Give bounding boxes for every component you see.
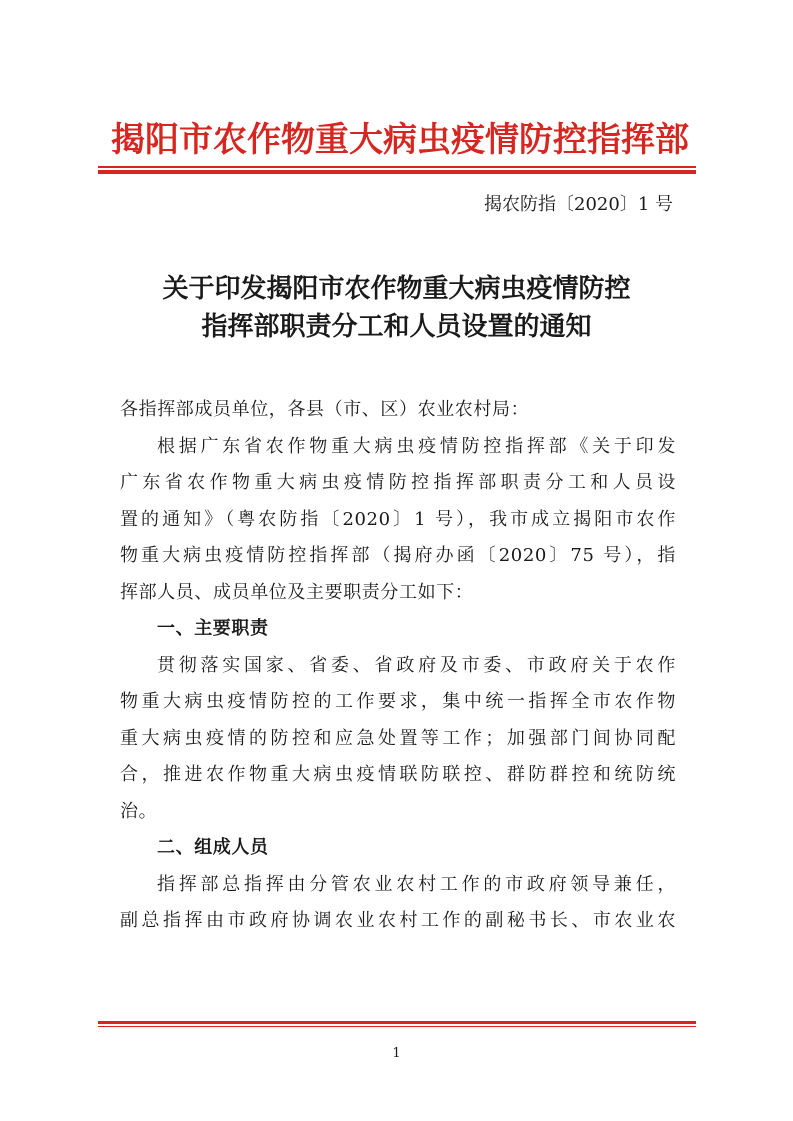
section-heading-main-duties: 一、主要职责 bbox=[157, 618, 269, 639]
para2-line: 物重大病虫疫情防控的工作要求，集中统一指挥全市农作物 bbox=[120, 691, 676, 712]
document-number: 揭农防指〔2020〕1 号 bbox=[484, 194, 673, 215]
para1-line: 挥部人员、成员单位及主要职责分工如下： bbox=[120, 581, 474, 603]
red-footer-rule bbox=[98, 1021, 696, 1024]
para2-line: 重大病虫疫情的防控和应急处置等工作；加强部门间协同配 bbox=[120, 727, 676, 749]
red-header-rule-thin bbox=[98, 166, 696, 168]
para2-line: 贯彻落实国家、省委、省政府及市委、市政府关于农作 bbox=[157, 654, 676, 676]
document-title-line-2: 指挥部职责分工和人员设置的通知 bbox=[201, 312, 592, 342]
para1-line: 广东省农作物重大病虫疫情防控指挥部职责分工和人员设 bbox=[120, 472, 676, 493]
para2-line: 治。 bbox=[120, 800, 158, 822]
section-heading-members: 二、组成人员 bbox=[157, 837, 269, 858]
document-title bbox=[100, 270, 693, 346]
document-title-line-1: 关于印发揭阳市农作物重大病虫疫情防控 bbox=[162, 274, 631, 304]
salutation: 各指挥部成员单位，各县（市、区）农业农村局： bbox=[120, 399, 530, 420]
para3-line: 指挥部总指挥由分管农业农村工作的市政府领导兼任， bbox=[157, 873, 676, 895]
issuing-org-title: 揭阳市农作物重大病虫疫情防控指挥部 bbox=[111, 120, 689, 160]
para1-line: 根据广东省农作物重大病虫疫情防控指挥部《关于印发 bbox=[157, 435, 676, 457]
para2-line: 合，推进农作物重大病虫疫情联防联控、群防群控和统防统 bbox=[120, 764, 676, 785]
red-header-rule-thick bbox=[98, 170, 696, 174]
para1-line: 置的通知》（粤农防指〔2020〕1 号），我市成立揭阳市农作 bbox=[120, 508, 676, 530]
para1-line: 物重大病虫疫情防控指挥部（揭府办函〔2020〕75 号），指 bbox=[120, 545, 676, 566]
para3-line: 副总指挥由市政府协调农业农村工作的副秘书长、市农业农 bbox=[120, 910, 676, 931]
page-number: 1 bbox=[392, 1046, 401, 1061]
red-footer-rule-thin bbox=[98, 1026, 696, 1027]
document-body bbox=[120, 392, 676, 940]
